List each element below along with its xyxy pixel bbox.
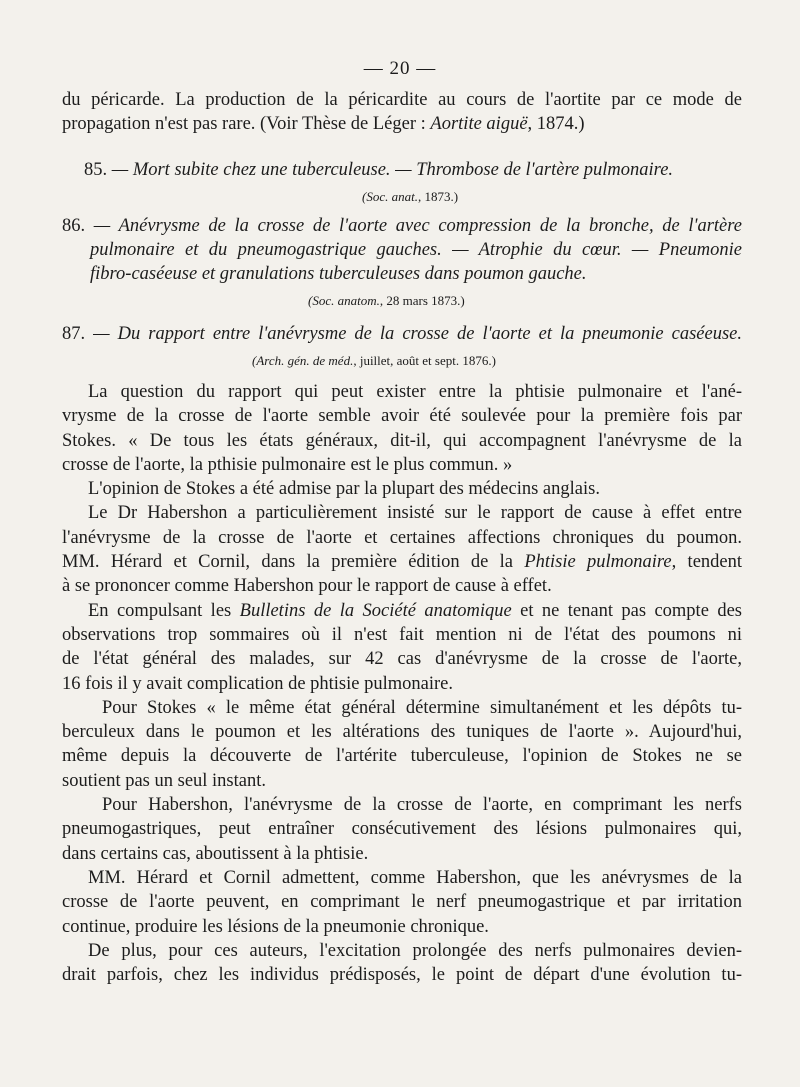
text-span: , tendent	[671, 552, 743, 573]
text-line: Le Dr Habershon a particulièrement insisté sur le rapport de cause à effet entre	[88, 503, 742, 524]
text-line: berculeux dans le poumon et les altérations des tuniques de l'aorte ». Aujourd'hui,	[62, 722, 742, 743]
text-line	[62, 112, 742, 136]
intro-paragraph	[62, 88, 742, 136]
text-line: continue, produire les lésions de la pneumonie chronique.	[62, 916, 489, 937]
text-line: L'opinion de Stokes a été admise par la plupart des médecins anglais.	[88, 479, 600, 500]
text-line: même depuis la découverte de l'artérite tuberculeuse, l'opinion de Stokes ne se	[62, 746, 742, 767]
entry-number: 86.	[62, 216, 86, 236]
text-line: 16 fois il y avait complication de phtisie pulmonaire.	[62, 673, 453, 694]
entry-source	[62, 292, 742, 310]
text-line: La question du rapport qui peut exister entre la phtisie pulmonaire et l'ané-	[88, 382, 742, 402]
entry-source	[84, 188, 742, 206]
entry-title: — Du rapport entre l'anévrysme de la crosse de l'aorte et la pneumonie caséeuse.	[93, 324, 742, 344]
text-line	[62, 550, 742, 574]
entry-title-line: fibro-caséeuse et granulations tuberculeuses dans poumon gauche.	[90, 264, 587, 284]
entry-title-line	[62, 214, 742, 238]
text-line: Pour Stokes « le même état général détermine simultanément et les dépôts tu-	[102, 697, 742, 718]
text-line: Stokes. « De tous les états généraux, dit-il, qui accompagnent l'anévrysme de la	[62, 430, 742, 451]
observation-entry-86	[62, 214, 742, 310]
paragraph	[62, 599, 742, 696]
source-journal: (Soc. anat.	[362, 189, 418, 204]
text-line: de l'état général des malades, sur 42 cas d'anévrysme de la crosse de l'aorte,	[62, 649, 742, 670]
source-date: , 28 mars 1873.)	[379, 293, 465, 308]
text-span: En compulsant les	[88, 600, 240, 621]
entry-number: 87.	[62, 324, 86, 344]
page-number: — 20 —	[363, 58, 437, 79]
cited-title: Phtisie pulmonaire	[524, 552, 672, 573]
body-text	[62, 380, 742, 987]
text-line: drait parfois, chez les individus prédisposés, le point de départ d'une évolution tu-	[62, 965, 742, 986]
text-line: MM. Hérard et Cornil admettent, comme Habershon, que les anévrysmes de la	[88, 867, 742, 888]
text-line: Pour Habershon, l'anévrysme de la crosse de l'aorte, en comprimant les nerfs	[102, 795, 742, 816]
cited-title: Aortite aiguë	[430, 114, 528, 134]
text-span: MM. Hérard et Cornil, dans la première édition de la	[62, 552, 525, 573]
text-span: et ne tenant pas compte des	[511, 600, 742, 621]
text-line: dans certains cas, aboutissent à la phtisie.	[62, 843, 369, 864]
entry-title-line: pulmonaire et du pneumogastrique gauches. — Atrophie du cœur. — Pneumonie	[90, 240, 742, 260]
text-line: vrysme de la crosse de l'aorte semble avoir été soulevée pour la première fois par	[62, 406, 742, 427]
source-journal: (Arch. gén. de méd.	[252, 353, 354, 368]
paragraph	[62, 380, 742, 477]
source-date: , 1873.)	[417, 189, 459, 204]
paragraph	[62, 501, 742, 598]
entry-title-line	[62, 322, 742, 346]
source-journal: (Soc. anatom.	[308, 293, 380, 308]
paragraph	[62, 696, 742, 793]
paragraph	[62, 866, 742, 939]
paragraph	[62, 477, 742, 501]
observation-entry-85	[84, 158, 742, 206]
text-span: propagation n'est pas rare. (Voir Thèse de Léger :	[62, 114, 431, 134]
text-span: , 1874.)	[527, 114, 585, 134]
text-line: De plus, pour ces auteurs, l'excitation prolongée des nerfs pulmonaires devien-	[88, 940, 742, 961]
paragraph	[62, 793, 742, 866]
text-line	[62, 599, 742, 623]
entry-number: 85.	[84, 160, 108, 180]
text-line: observations trop sommaires où il n'est fait mention ni de l'état des poumons ni	[62, 624, 742, 645]
text-line: pneumogastriques, peut entraîner consécutivement des lésions pulmonaires qui,	[62, 819, 742, 840]
page-content	[62, 88, 742, 987]
entry-title: — Mort subite chez une tuberculeuse. — Thrombose de l'artère pulmonaire.	[111, 160, 674, 180]
text-line: à se prononcer comme Habershon pour le rapport de cause à effet.	[62, 576, 552, 597]
observation-entry-87	[62, 322, 742, 370]
source-date: , juillet, août et sept. 1876.)	[353, 353, 496, 368]
text-line: soutient pas un seul instant.	[62, 770, 266, 791]
paragraph	[62, 939, 742, 988]
entry-title: — Anévrysme de la crosse de l'aorte avec compression de la bronche, de l'artère	[93, 216, 742, 236]
entry-source	[62, 352, 742, 370]
text-line: l'anévrysme de la crosse de l'aorte et certaines affections chroniques du poumon.	[62, 527, 742, 548]
text-line: crosse de l'aorte, la pthisie pulmonaire est le plus commun. »	[62, 454, 513, 475]
text-line: du péricarde. La production de la péricardite au cours de l'aortite par ce mode de	[62, 90, 742, 110]
text-line: crosse de l'aorte peuvent, en comprimant le nerf pneumogastrique et par irritation	[62, 892, 742, 913]
entry-title-line	[84, 158, 742, 182]
cited-title: Bulletins de la Société anatomique	[239, 600, 512, 621]
